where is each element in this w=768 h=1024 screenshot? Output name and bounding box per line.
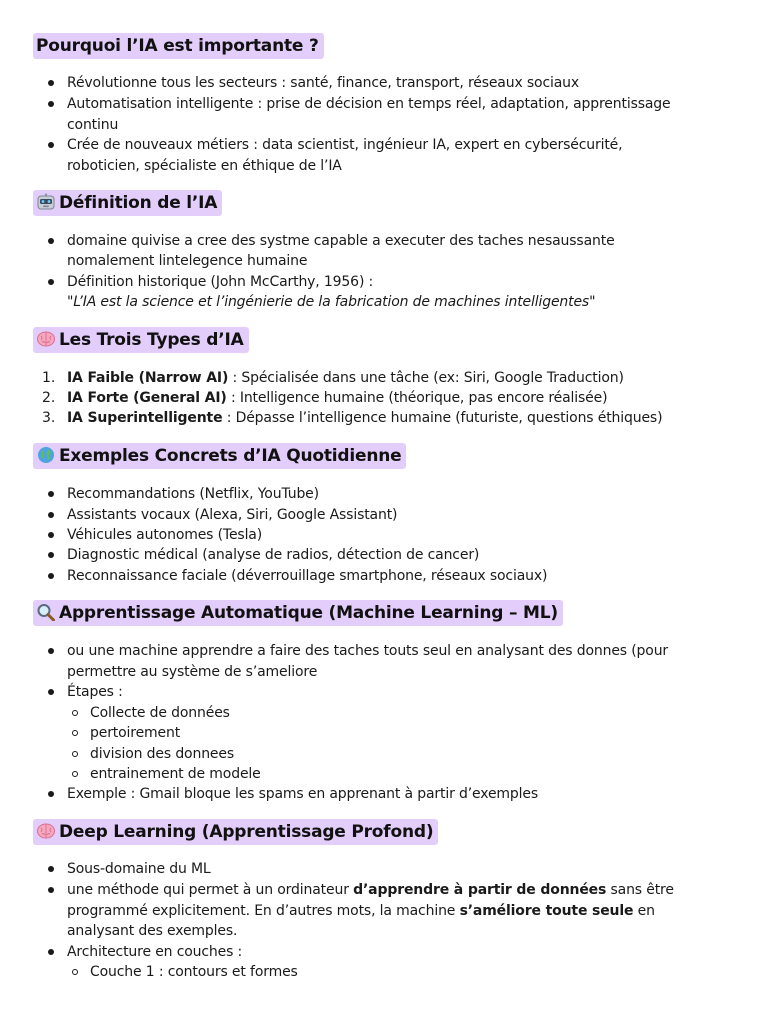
bullet bbox=[48, 238, 54, 244]
quote: "L’IA est la science et l’ingénierie de la fabrication de machines intelligentes" bbox=[67, 294, 596, 310]
bullet bbox=[48, 648, 54, 654]
bullet bbox=[48, 573, 54, 579]
heading-deep-learning: Deep Learning (Apprentissage Profond) bbox=[33, 819, 438, 845]
list-number: 3. bbox=[42, 410, 56, 426]
list-item: une méthode qui permet à un ordinateur d’apprendre à partir de données sans être bbox=[67, 882, 674, 898]
heading-pourquoi-ia: Pourquoi l’IA est importante ? bbox=[33, 33, 324, 59]
sub-bullet bbox=[72, 710, 78, 716]
list-item: ou une machine apprendre a faire des taches touts seul en analysant des donnes (pour bbox=[67, 643, 669, 659]
list-item: Révolutionne tous les secteurs : santé, finance, transport, réseaux sociaux bbox=[67, 75, 580, 91]
list-item-continuation: analysant des exemples. bbox=[67, 923, 238, 939]
sub-list-item: division des donnees bbox=[90, 746, 234, 762]
list-item: domaine quivise a cree des systme capable a executer des taches nesaussante bbox=[67, 233, 615, 249]
list-item: Architecture en couches : bbox=[67, 944, 243, 960]
sub-list-item: Collecte de données bbox=[90, 705, 230, 721]
magnifier-icon bbox=[36, 603, 56, 621]
list-item-continuation: continu bbox=[67, 117, 119, 133]
heading-exemples-concrets: Exemples Concrets d’IA Quotidienne bbox=[33, 443, 406, 469]
list-item: Diagnostic médical (analyse de radios, détection de cancer) bbox=[67, 547, 480, 563]
list-item: IA Forte (General AI) : Intelligence humaine (théorique, pas encore réalisée) bbox=[67, 390, 608, 406]
list-item-continuation: nomalement lintelegence humaine bbox=[67, 253, 308, 269]
list-item: Sous-domaine du ML bbox=[67, 861, 211, 877]
list-item-continuation: roboticien, spécialiste en éthique de l’IA bbox=[67, 158, 342, 174]
list-item: IA Superintelligente : Dépasse l’intelligence humaine (futuriste, questions éthiques) bbox=[67, 410, 663, 426]
list-item: Automatisation intelligente : prise de décision en temps réel, adaptation, apprentissage bbox=[67, 96, 671, 112]
list-item-continuation: programmé explicitement. En d’autres mots, la machine s’améliore toute seule en bbox=[67, 903, 655, 919]
bullet bbox=[48, 887, 54, 893]
brain-icon bbox=[36, 822, 56, 840]
sub-list-item: pertoirement bbox=[90, 725, 181, 741]
bullet bbox=[48, 949, 54, 955]
bullet bbox=[48, 491, 54, 497]
list-item: Recommandations (Netflix, YouTube) bbox=[67, 486, 319, 502]
bullet bbox=[48, 279, 54, 285]
list-item: Définition historique (John McCarthy, 1956) : bbox=[67, 274, 374, 290]
list-item: Exemple : Gmail bloque les spams en apprenant à partir d’exemples bbox=[67, 786, 539, 802]
bullet bbox=[48, 791, 54, 797]
robot-icon bbox=[36, 193, 56, 211]
bullet bbox=[48, 142, 54, 148]
bullet bbox=[48, 689, 54, 695]
list-item: Reconnaissance faciale (déverrouillage smartphone, réseaux sociaux) bbox=[67, 568, 548, 584]
list-item-continuation: permettre au système de s’ameliore bbox=[67, 664, 318, 680]
heading-definition-ia: Définition de l’IA bbox=[33, 190, 222, 216]
bullet bbox=[48, 552, 54, 558]
bullet bbox=[48, 532, 54, 538]
sub-list-item: Couche 1 : contours et formes bbox=[90, 964, 298, 980]
list-number: 2. bbox=[42, 390, 56, 406]
heading-trois-types: Les Trois Types d’IA bbox=[33, 327, 249, 353]
list-item: Étapes : bbox=[67, 684, 123, 700]
list-number: 1. bbox=[42, 370, 56, 386]
bullet bbox=[48, 866, 54, 872]
globe-icon bbox=[36, 446, 56, 464]
sub-bullet bbox=[72, 730, 78, 736]
list-item: Véhicules autonomes (Tesla) bbox=[67, 527, 263, 543]
bullet bbox=[48, 512, 54, 518]
list-item: Crée de nouveaux métiers : data scientist, ingénieur IA, expert en cybersécurité, bbox=[67, 137, 623, 153]
sub-bullet bbox=[72, 969, 78, 975]
bullet bbox=[48, 80, 54, 86]
sub-bullet bbox=[72, 751, 78, 757]
sub-bullet bbox=[72, 771, 78, 777]
list-item: Assistants vocaux (Alexa, Siri, Google Assistant) bbox=[67, 507, 398, 523]
sub-list-item: entrainement de modele bbox=[90, 766, 261, 782]
list-item: IA Faible (Narrow AI) : Spécialisée dans une tâche (ex: Siri, Google Traduction) bbox=[67, 370, 624, 386]
brain-icon bbox=[36, 330, 56, 348]
bullet bbox=[48, 101, 54, 107]
heading-machine-learning: Apprentissage Automatique (Machine Learning – ML) bbox=[33, 600, 563, 626]
